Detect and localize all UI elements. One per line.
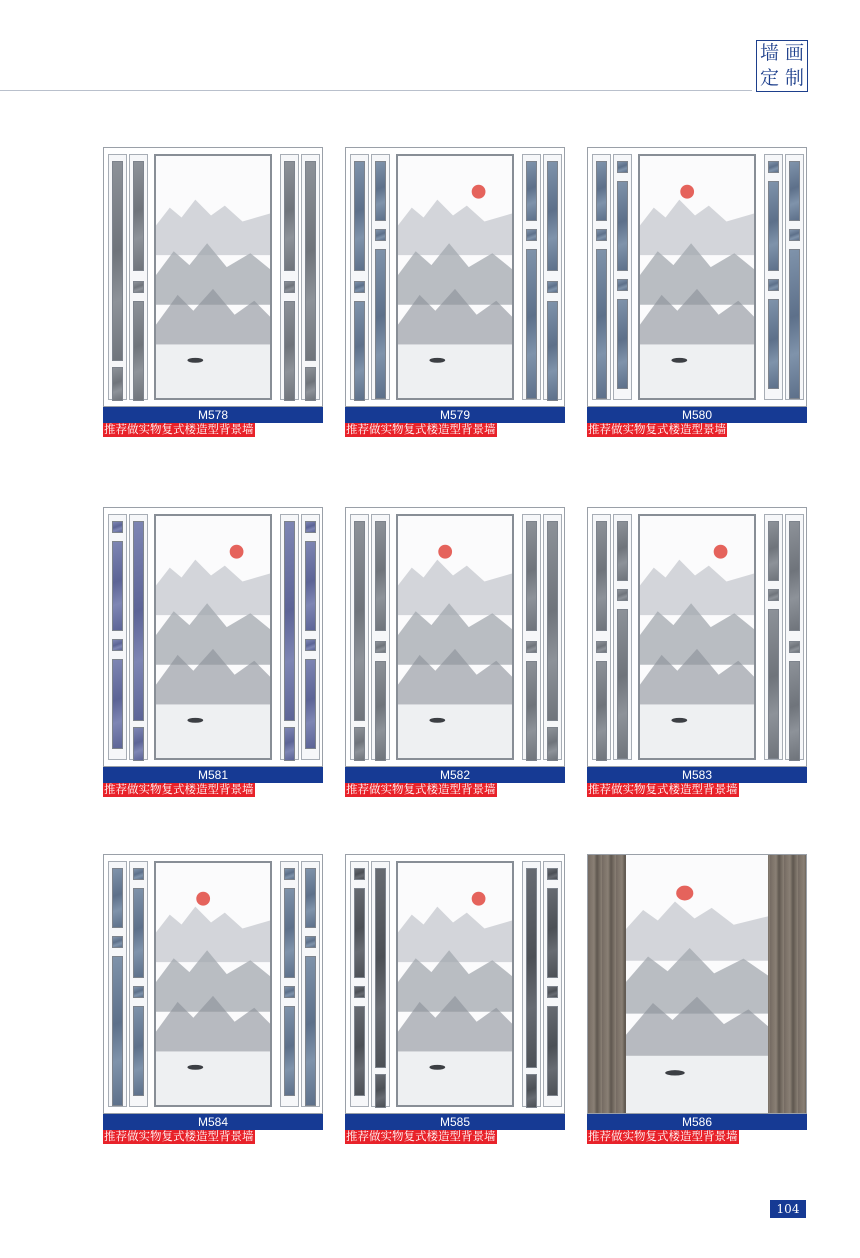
boat-shape bbox=[429, 358, 445, 363]
marble-slab bbox=[305, 521, 316, 533]
landscape-mural bbox=[638, 154, 756, 400]
product-caption: 推荐做实物复式楼造型背景墙 bbox=[346, 424, 496, 436]
side-column bbox=[108, 514, 127, 760]
marble-slab bbox=[133, 1006, 144, 1096]
mountain-shape bbox=[156, 560, 270, 616]
mountain-shape bbox=[398, 907, 512, 963]
marble-slab bbox=[526, 229, 537, 241]
red-sun-shape bbox=[680, 185, 694, 199]
boat-shape bbox=[187, 358, 203, 363]
marble-slab bbox=[112, 367, 123, 401]
marble-slab bbox=[284, 888, 295, 978]
marble-slab bbox=[284, 986, 295, 998]
boat-shape bbox=[429, 718, 445, 723]
marble-slab bbox=[617, 299, 628, 389]
landscape-mural bbox=[638, 514, 756, 760]
wall-panel-image bbox=[587, 854, 807, 1114]
mountain-shape bbox=[626, 1056, 768, 1113]
marble-slab bbox=[354, 281, 365, 293]
side-column bbox=[301, 514, 320, 760]
red-sun-shape bbox=[472, 185, 486, 199]
wall-panel-image bbox=[345, 854, 565, 1114]
side-column bbox=[129, 514, 148, 760]
marble-slab bbox=[284, 521, 295, 721]
marble-slab bbox=[305, 956, 316, 1106]
marble-slab bbox=[284, 281, 295, 293]
marble-slab bbox=[112, 659, 123, 749]
landscape-mural bbox=[154, 154, 272, 400]
ink-landscape-illustration bbox=[156, 156, 270, 398]
boat-shape bbox=[187, 718, 203, 723]
side-column bbox=[280, 154, 299, 400]
marble-slab bbox=[526, 868, 537, 1068]
product-caption: 推荐做实物复式楼造型背景墙 bbox=[104, 1131, 254, 1143]
side-column bbox=[301, 154, 320, 400]
marble-slab bbox=[547, 888, 558, 978]
mountain-shape bbox=[640, 704, 754, 758]
marble-slab bbox=[547, 301, 558, 401]
side-column bbox=[785, 154, 804, 400]
product-caption: 推荐做实物复式楼造型背景墙 bbox=[104, 424, 254, 436]
mountain-shape bbox=[626, 902, 768, 961]
product-caption: 推荐做实物复式楼造型背景墙 bbox=[104, 784, 254, 796]
ink-landscape-illustration bbox=[156, 516, 270, 758]
red-sun-shape bbox=[438, 545, 452, 559]
side-column bbox=[543, 154, 562, 400]
ink-landscape-illustration bbox=[640, 516, 754, 758]
ink-landscape-illustration bbox=[398, 156, 512, 398]
marble-slab bbox=[354, 161, 365, 271]
marble-slab bbox=[133, 986, 144, 998]
marble-slab bbox=[305, 936, 316, 948]
marble-slab bbox=[596, 161, 607, 221]
marble-slab bbox=[768, 609, 779, 759]
marble-slab bbox=[375, 521, 386, 631]
product-code: M582 bbox=[345, 767, 565, 783]
side-column bbox=[522, 861, 541, 1107]
marble-slab bbox=[789, 521, 800, 631]
marble-slab bbox=[526, 661, 537, 761]
marble-slab bbox=[789, 661, 800, 761]
marble-slab bbox=[133, 521, 144, 721]
marble-slab bbox=[284, 727, 295, 761]
brand-char: 画 bbox=[784, 42, 804, 64]
marble-slab bbox=[375, 161, 386, 221]
product-code: M586 bbox=[587, 1114, 807, 1130]
marble-slab bbox=[305, 541, 316, 631]
product-caption: 推荐做实物复式楼造型背景墙 bbox=[588, 1131, 738, 1143]
red-sun-shape bbox=[676, 886, 693, 901]
product-code: M584 bbox=[103, 1114, 323, 1130]
marble-slab bbox=[354, 301, 365, 401]
side-column bbox=[592, 154, 611, 400]
side-column bbox=[543, 514, 562, 760]
boat-shape bbox=[671, 718, 687, 723]
brand-char: 墙 bbox=[759, 42, 779, 64]
marble-slab bbox=[617, 521, 628, 581]
mountain-shape bbox=[156, 704, 270, 758]
side-column bbox=[785, 514, 804, 760]
marble-slab bbox=[768, 589, 779, 601]
marble-slab bbox=[112, 956, 123, 1106]
marble-slab bbox=[596, 641, 607, 653]
marble-slab bbox=[596, 249, 607, 399]
landscape-mural bbox=[626, 855, 768, 1113]
marble-slab bbox=[547, 161, 558, 271]
product-caption: 推荐做实物复式楼造型背景墙 bbox=[346, 784, 496, 796]
marble-slab bbox=[284, 161, 295, 271]
mountain-shape bbox=[640, 200, 754, 256]
marble-slab bbox=[284, 868, 295, 880]
marble-slab bbox=[112, 521, 123, 533]
side-column bbox=[764, 154, 783, 400]
red-sun-shape bbox=[230, 545, 244, 559]
marble-slab bbox=[112, 541, 123, 631]
marble-slab bbox=[547, 727, 558, 761]
marble-slab bbox=[768, 181, 779, 271]
ink-landscape-illustration bbox=[156, 863, 270, 1105]
marble-slab bbox=[526, 521, 537, 631]
wall-panel-image bbox=[587, 507, 807, 767]
side-column bbox=[543, 861, 562, 1107]
marble-slab bbox=[547, 521, 558, 721]
side-column bbox=[592, 514, 611, 760]
ink-landscape-illustration bbox=[640, 156, 754, 398]
marble-slab bbox=[789, 229, 800, 241]
marble-slab bbox=[768, 279, 779, 291]
red-sun-shape bbox=[196, 892, 210, 906]
side-column bbox=[371, 861, 390, 1107]
product-code: M583 bbox=[587, 767, 807, 783]
marble-slab bbox=[133, 281, 144, 293]
mountain-shape bbox=[156, 200, 270, 256]
marble-slab bbox=[526, 641, 537, 653]
mountain-shape bbox=[640, 344, 754, 398]
side-column bbox=[613, 154, 632, 400]
ink-landscape-illustration bbox=[398, 516, 512, 758]
wall-panel-image bbox=[103, 147, 323, 407]
brand-char: 定 bbox=[759, 67, 779, 89]
marble-slab bbox=[375, 1074, 386, 1108]
marble-slab bbox=[768, 161, 779, 173]
side-column bbox=[371, 514, 390, 760]
wall-panel-image bbox=[587, 147, 807, 407]
product-caption: 推荐做实物复式楼造型背景墙 bbox=[346, 1131, 496, 1143]
product-code: M580 bbox=[587, 407, 807, 423]
marble-slab bbox=[547, 868, 558, 880]
side-column bbox=[108, 154, 127, 400]
mountain-shape bbox=[156, 907, 270, 963]
side-column bbox=[764, 514, 783, 760]
marble-slab bbox=[305, 868, 316, 928]
mountain-shape bbox=[398, 1051, 512, 1105]
marble-slab bbox=[354, 986, 365, 998]
marble-slab bbox=[596, 521, 607, 631]
marble-slab bbox=[133, 888, 144, 978]
marble-slab bbox=[354, 521, 365, 721]
marble-slab bbox=[375, 661, 386, 761]
product-code: M585 bbox=[345, 1114, 565, 1130]
marble-slab bbox=[354, 1006, 365, 1096]
marble-slab bbox=[112, 868, 123, 928]
marble-slab bbox=[375, 868, 386, 1068]
wall-panel-image bbox=[345, 507, 565, 767]
wall-panel-image bbox=[345, 147, 565, 407]
wall-panel-image bbox=[103, 854, 323, 1114]
product-code: M581 bbox=[103, 767, 323, 783]
marble-slab bbox=[133, 161, 144, 271]
landscape-mural bbox=[396, 154, 514, 400]
marble-slab bbox=[354, 868, 365, 880]
marble-slab bbox=[354, 727, 365, 761]
marble-slab bbox=[305, 639, 316, 651]
marble-slab bbox=[617, 609, 628, 759]
side-column bbox=[522, 154, 541, 400]
landscape-mural bbox=[154, 514, 272, 760]
ink-landscape-illustration bbox=[398, 863, 512, 1105]
marble-slab bbox=[375, 641, 386, 653]
mountain-shape bbox=[156, 1051, 270, 1105]
product-caption: 推荐做实物复式楼造型景墙 bbox=[588, 424, 726, 436]
wall-panel-image bbox=[103, 507, 323, 767]
boat-shape bbox=[671, 358, 687, 363]
side-column bbox=[280, 861, 299, 1107]
marble-slab bbox=[526, 1074, 537, 1108]
marble-slab bbox=[375, 249, 386, 399]
marble-slab bbox=[789, 161, 800, 221]
side-column bbox=[129, 154, 148, 400]
marble-slab bbox=[354, 888, 365, 978]
landscape-mural bbox=[396, 514, 514, 760]
marble-slab bbox=[112, 161, 123, 361]
boat-shape bbox=[429, 1065, 445, 1070]
mountain-shape bbox=[640, 560, 754, 616]
side-column bbox=[280, 514, 299, 760]
boat-shape bbox=[665, 1070, 685, 1075]
mountain-shape bbox=[156, 344, 270, 398]
marble-slab bbox=[768, 521, 779, 581]
product-code: M578 bbox=[103, 407, 323, 423]
marble-slab bbox=[526, 249, 537, 399]
marble-slab bbox=[305, 161, 316, 361]
marble-slab bbox=[547, 986, 558, 998]
side-column bbox=[129, 861, 148, 1107]
marble-slab bbox=[596, 229, 607, 241]
product-caption: 推荐做实物复式楼造型背景墙 bbox=[588, 784, 738, 796]
marble-slab bbox=[617, 279, 628, 291]
marble-slab bbox=[375, 229, 386, 241]
marble-slab bbox=[596, 661, 607, 761]
side-column bbox=[350, 154, 369, 400]
marble-slab bbox=[305, 659, 316, 749]
mountain-shape bbox=[398, 344, 512, 398]
marble-slab bbox=[789, 249, 800, 399]
marble-slab bbox=[547, 1006, 558, 1096]
side-column bbox=[522, 514, 541, 760]
marble-slab bbox=[133, 868, 144, 880]
side-column bbox=[613, 514, 632, 760]
red-sun-shape bbox=[714, 545, 728, 559]
header-rule bbox=[0, 90, 752, 91]
marble-slab bbox=[617, 181, 628, 271]
landscape-mural bbox=[154, 861, 272, 1107]
page-number: 104 bbox=[770, 1200, 806, 1218]
marble-slab bbox=[112, 639, 123, 651]
landscape-mural bbox=[396, 861, 514, 1107]
boat-shape bbox=[187, 1065, 203, 1070]
marble-slab bbox=[789, 641, 800, 653]
marble-slab bbox=[617, 589, 628, 601]
side-column bbox=[301, 861, 320, 1107]
mountain-shape bbox=[398, 560, 512, 616]
mountain-shape bbox=[398, 200, 512, 256]
red-sun-shape bbox=[472, 892, 486, 906]
marble-slab bbox=[284, 301, 295, 401]
marble-slab bbox=[547, 281, 558, 293]
mountain-shape bbox=[398, 704, 512, 758]
marble-slab bbox=[617, 161, 628, 173]
marble-slab bbox=[112, 936, 123, 948]
marble-slab bbox=[284, 1006, 295, 1096]
marble-slab bbox=[133, 301, 144, 401]
product-code: M579 bbox=[345, 407, 565, 423]
ink-landscape-illustration bbox=[626, 855, 768, 1113]
marble-slab bbox=[305, 367, 316, 401]
side-column bbox=[371, 154, 390, 400]
marble-slab bbox=[133, 727, 144, 761]
side-column bbox=[350, 514, 369, 760]
marble-slab bbox=[526, 161, 537, 221]
brand-char: 制 bbox=[784, 67, 804, 89]
marble-slab bbox=[768, 299, 779, 389]
side-column bbox=[350, 861, 369, 1107]
side-column bbox=[108, 861, 127, 1107]
brand-logo bbox=[756, 40, 808, 92]
